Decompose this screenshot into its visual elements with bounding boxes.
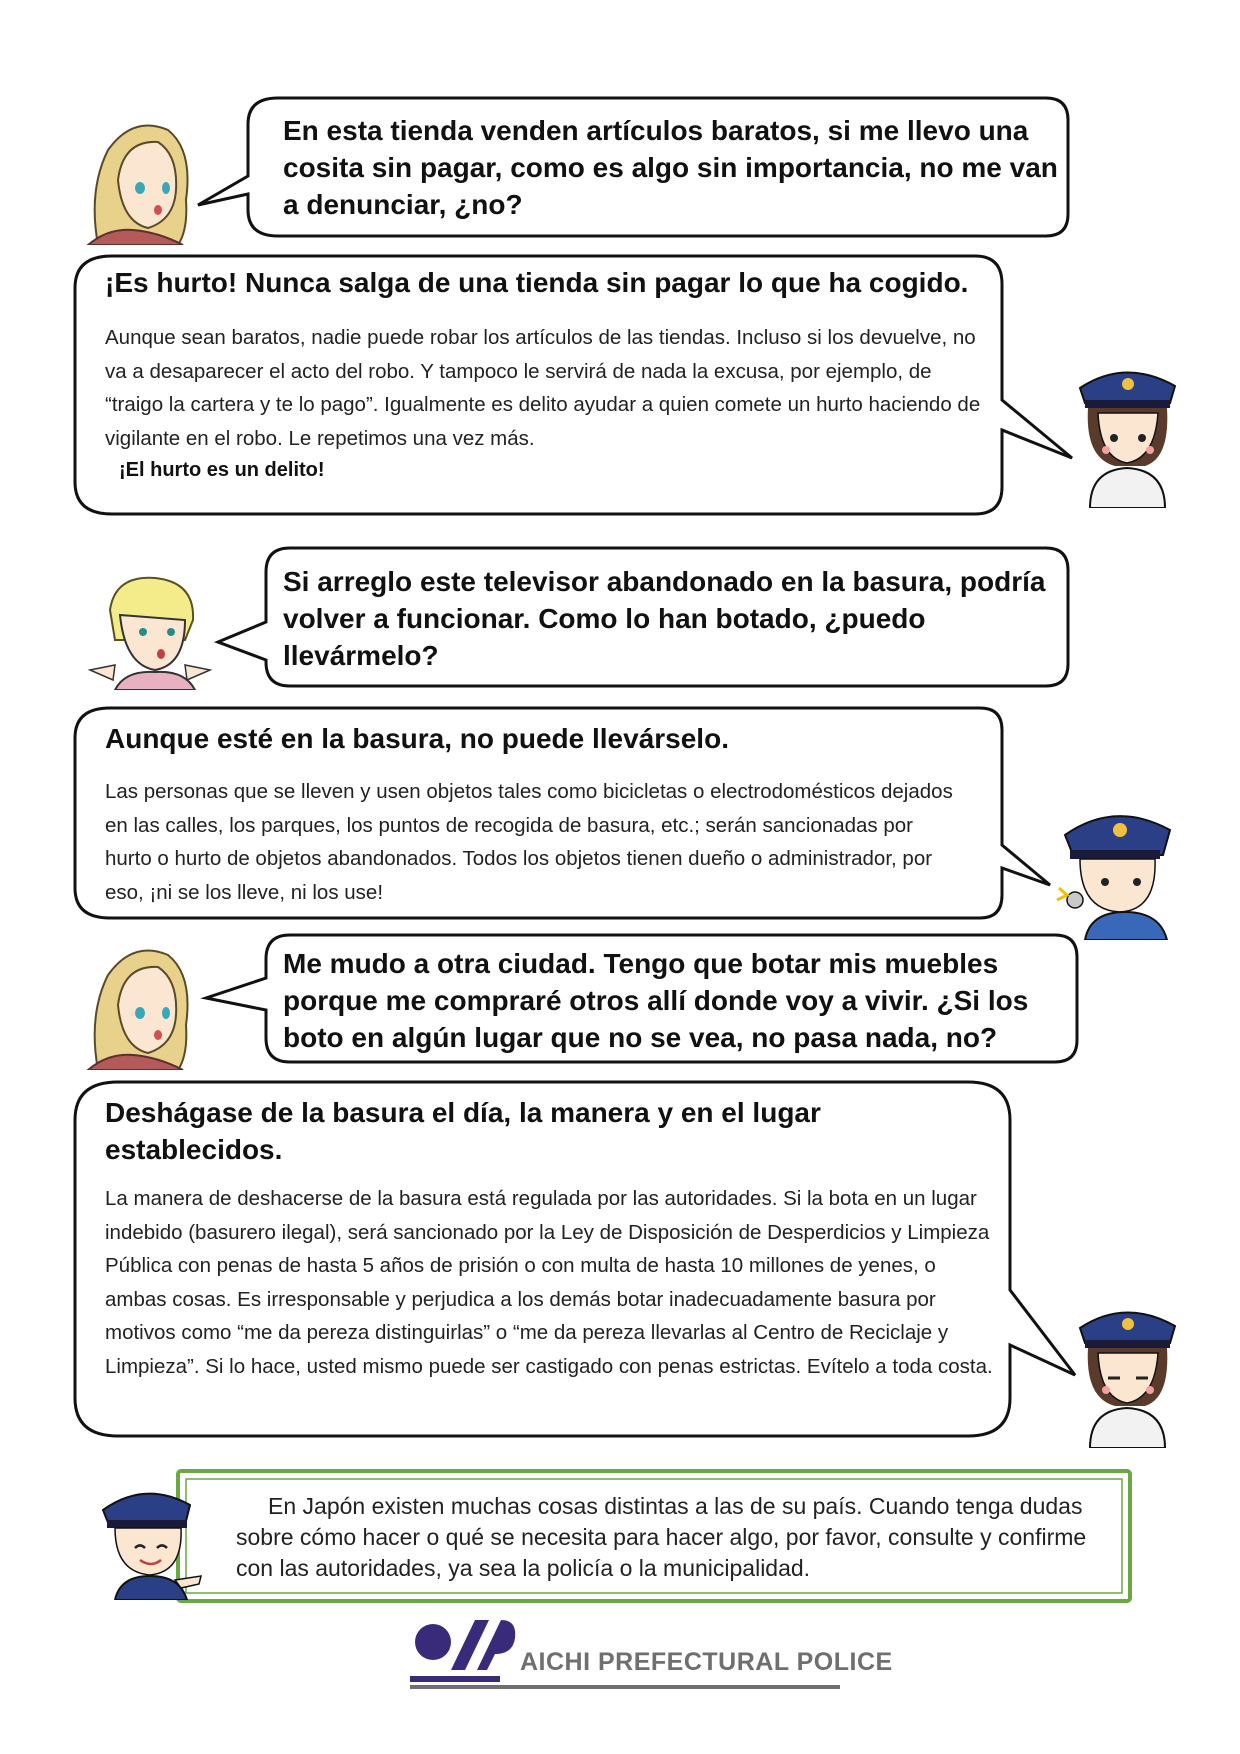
woman-character-icon [78,110,203,245]
woman-character-icon [78,935,203,1070]
answer-title-3: Deshágase de la basura el día, la manera y en el lugar establecidos. [105,1097,821,1165]
answer-title-1: ¡Es hurto! Nunca salga de una tienda sin pagar lo que ha cogido. [105,267,969,298]
answer-body-1: Aunque sean baratos, nadie puede robar los artículos de las tiendas. Incluso si los devuelve, no va a desaparecer el acto del robo. Y tampoco le servirá de nada la excusa, por ejemplo, de “traigo la cartera y te lo pago”. Igualmente es delito ayudar a quien comete un hurto haciendo de vigilante en el robo. Le repetimos una vez más. [105,326,981,450]
question-text-3 [283,945,1073,1056]
pointing-policeman-icon [95,1480,205,1600]
answer-body-3: La manera de deshacerse de la basura está regulada por las autoridades. Si la bota en un lugar indebido (basurero ilegal), será sancionado por la Ley de Disposición de Desperdicios y Limpieza Pública con penas de hasta 5 años de prisión o con multa de hasta 10 millones de yenes, o ambas cosas. Es irresponsable y perjudica a los demás botar inadecuadamente basura por motivos como “me da pereza distinguirlas” o “me da pereza llevarlas al Centro de Reciclaje y Limpieza”. Si lo hace, usted mismo puede ser castigado con penas estrictas. Evítelo a toda costa. [105,1187,993,1378]
policeman-character-icon [1045,800,1175,940]
answer-emphasis-1: ¡El hurto es un delito! [119,459,325,481]
answer-block-1 [105,264,1005,482]
man-character-icon [85,570,215,690]
answer-block-2 [105,720,995,909]
answer-body-2: Las personas que se lleven y usen objetos tales como bicicletas o electrodomésticos dejados en las calles, los parques, los puntos de recogida de basura, etc.; serán sancionadas por hurto o hurto de objetos abandonados. Todos los objetos tienen dueño o administrador, por eso, ¡ni se los lleve, ni los use! [105,780,953,904]
notice-text-block [236,1491,1116,1584]
answer-title-2: Aunque esté en la basura, no puede llevárselo. [105,723,729,754]
answer-block-3 [105,1094,1005,1383]
question-3: Me mudo a otra ciudad. Tengo que botar mis muebles porque me compraré otros allí donde voy a vivir. ¿Si los boto en algún lugar que no se vea, no pasa nada, no? [283,948,1029,1053]
question-1: En esta tienda venden artículos baratos, si me llevo una cosita sin pagar, como es algo sin importancia, no me van a denunciar, ¿no? [283,115,1058,220]
notice-text: En Japón existen muchas cosas distintas a las de su país. Cuando tenga dudas sobre cómo hacer o qué se necesita para hacer algo, por favor, consulte y confirme con las autoridades, ya sea la policía o la municipalidad. [236,1493,1087,1581]
policewoman-character-icon [1070,358,1185,508]
policewoman-character-icon [1070,1298,1185,1448]
question-text-1 [283,112,1058,223]
logo-text: AICHI PREFECTURAL POLICE [520,1648,893,1676]
question-2: Si arreglo este televisor abandonado en la basura, podría volver a funcionar. Como lo han botado, ¿puedo llevármelo? [283,566,1046,671]
question-text-2 [283,563,1058,674]
